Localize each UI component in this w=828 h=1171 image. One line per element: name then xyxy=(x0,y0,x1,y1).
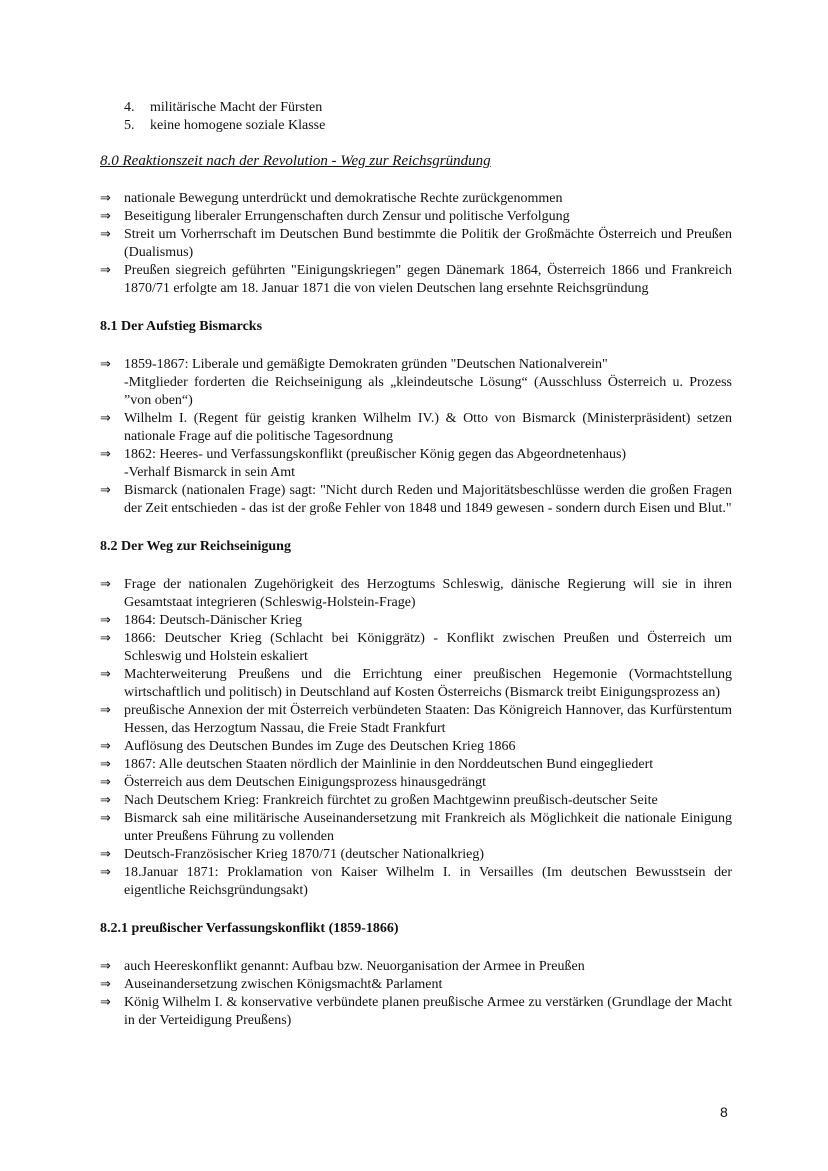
list-item-main-text: 1864: Deutsch-Dänischer Krieg xyxy=(124,613,303,628)
list-item-text xyxy=(124,864,732,900)
arrow-bullet-icon: ⇒ xyxy=(100,613,111,628)
arrow-bullet-icon: ⇒ xyxy=(100,209,111,224)
list-item xyxy=(100,356,732,410)
list-item-main-text: Nach Deutschem Krieg: Frankreich fürchtet zu großen Machtgewinn preußisch-deutscher Seite xyxy=(124,793,658,808)
list-item xyxy=(100,864,732,900)
list-item xyxy=(100,958,732,976)
list-item-main-text: Bismarck sah eine militärische Auseinandersetzung mit Frankreich als Möglichkeit die nationale Einigung unter Preußens Führung zu vollenden xyxy=(124,811,732,844)
list-number: 4. xyxy=(124,100,135,115)
arrow-bullet-icon: ⇒ xyxy=(100,865,111,880)
list-item xyxy=(100,612,732,630)
list-item xyxy=(100,630,732,666)
arrow-list-8-2 xyxy=(100,576,732,900)
list-item-text xyxy=(124,994,732,1030)
list-item-main-text: nationale Bewegung unterdrückt und demokratische Rechte zurückgenommen xyxy=(124,191,563,206)
list-item-subtext: -Verhalf Bismarck in sein Amt xyxy=(124,465,296,480)
arrow-bullet-icon: ⇒ xyxy=(100,631,111,646)
list-item-main-text: Auseinandersetzung zwischen Königsmacht& Parlament xyxy=(124,977,443,992)
list-item-text xyxy=(124,666,732,702)
arrow-bullet-icon: ⇒ xyxy=(100,577,111,592)
section-heading-8-2-1: 8.2.1 preußischer Verfassungskonflikt (1859-1866) xyxy=(100,921,399,936)
list-item-main-text: Frage der nationalen Zugehörigkeit des Herzogtums Schleswig, dänische Regierung will sie in ihren Gesamtstaat integrieren (Schleswig-Holstein-Frage) xyxy=(124,577,732,610)
list-item xyxy=(100,190,732,208)
list-item-text xyxy=(124,356,732,410)
list-item-main-text: Machterweiterung Preußens und die Errichtung einer preußischen Hegemonie (Vormachtstellung wirtschaftlich und politisch) in Deutschland auf Kosten Österreichs (Bismarck treibt Einigungsprozess an) xyxy=(124,667,732,700)
list-item-main-text: auch Heereskonflikt genannt: Aufbau bzw. Neuorganisation der Armee in Preußen xyxy=(124,959,585,974)
list-item xyxy=(100,262,732,298)
list-item-text xyxy=(124,958,732,976)
list-item xyxy=(100,810,732,846)
arrow-bullet-icon: ⇒ xyxy=(100,811,111,826)
list-item xyxy=(100,576,732,612)
list-item-main-text: 1859-1867: Liberale und gemäßigte Demokraten gründen "Deutschen Nationalverein" xyxy=(124,357,608,372)
arrow-bullet-icon: ⇒ xyxy=(100,483,111,498)
list-item-main-text: Preußen siegreich geführten "Einigungskriegen" gegen Dänemark 1864, Österreich 1866 und Frankreich 1870/71 erfolgte am 18. Januar 1871 die von vielen Deutschen lang ersehnte Reichsgründung xyxy=(124,263,732,296)
list-item-text xyxy=(124,976,732,994)
list-item-text xyxy=(124,774,732,792)
arrow-list-8-1 xyxy=(100,356,732,518)
list-item-subtext: -Mitglieder forderten die Reichseinigung als „kleindeutsche Lösung“ (Ausschluss Österreich u. Prozess ”von oben“) xyxy=(124,375,732,408)
list-item xyxy=(100,846,732,864)
arrow-bullet-icon: ⇒ xyxy=(100,995,111,1010)
list-item xyxy=(100,792,732,810)
list-item-text xyxy=(124,410,732,446)
list-item xyxy=(100,756,732,774)
list-item-text xyxy=(124,630,732,666)
list-item xyxy=(100,226,732,262)
arrow-bullet-icon: ⇒ xyxy=(100,191,111,206)
list-item-main-text: preußische Annexion der mit Österreich verbündeten Staaten: Das Königreich Hannover, das Kurfürstentum Hessen, das Herzogtum Nassau, die Freie Stadt Frankfurt xyxy=(124,703,732,736)
list-item-main-text: 1867: Alle deutschen Staaten nördlich der Mainlinie in den Norddeutschen Bund eingegliedert xyxy=(124,757,654,772)
section-heading-8-0: 8.0 Reaktionszeit nach der Revolution - Weg zur Reichsgründung xyxy=(100,153,491,169)
list-item-text: militärische Macht der Fürsten xyxy=(150,100,323,115)
list-item-text xyxy=(124,612,732,630)
list-item-main-text: Österreich aus dem Deutschen Einigungsprozess hinausgedrängt xyxy=(124,775,486,790)
arrow-bullet-icon: ⇒ xyxy=(100,357,111,372)
arrow-bullet-icon: ⇒ xyxy=(100,959,111,974)
arrow-bullet-icon: ⇒ xyxy=(100,227,111,242)
arrow-bullet-icon: ⇒ xyxy=(100,703,111,718)
arrow-bullet-icon: ⇒ xyxy=(100,411,111,426)
list-item xyxy=(100,994,732,1030)
section-heading-8-2: 8.2 Der Weg zur Reichseinigung xyxy=(100,539,291,554)
list-item xyxy=(100,702,732,738)
list-item-text xyxy=(124,756,732,774)
list-item-text xyxy=(124,446,732,482)
list-item-text xyxy=(124,226,732,262)
list-item-main-text: Bismarck (nationalen Frage) sagt: "Nicht durch Reden und Majoritätsbeschlüsse werden die großen Fragen der Zeit entschieden - das ist der große Fehler von 1848 und 1849 gewesen - sondern durch Eisen und Blut." xyxy=(124,483,732,516)
arrow-bullet-icon: ⇒ xyxy=(100,263,111,278)
list-item xyxy=(100,976,732,994)
list-item xyxy=(100,666,732,702)
list-item-text xyxy=(124,208,732,226)
list-item-main-text: Deutsch-Französischer Krieg 1870/71 (deutscher Nationalkrieg) xyxy=(124,847,484,862)
numbered-list-item xyxy=(124,99,732,117)
arrow-bullet-icon: ⇒ xyxy=(100,793,111,808)
list-item-text xyxy=(124,576,732,612)
arrow-bullet-icon: ⇒ xyxy=(100,757,111,772)
list-item-main-text: Beseitigung liberaler Errungenschaften durch Zensur und politische Verfolgung xyxy=(124,209,570,224)
list-item-text xyxy=(124,738,732,756)
page-content xyxy=(100,99,732,1030)
list-item xyxy=(100,482,732,518)
arrow-bullet-icon: ⇒ xyxy=(100,847,111,862)
list-item-text xyxy=(124,846,732,864)
arrow-bullet-icon: ⇒ xyxy=(100,447,111,462)
list-item-text xyxy=(124,792,732,810)
list-item-main-text: Streit um Vorherrschaft im Deutschen Bund bestimmte die Politik der Großmächte Österreich und Preußen (Dualismus) xyxy=(124,227,732,260)
arrow-bullet-icon: ⇒ xyxy=(100,775,111,790)
list-item-main-text: 1866: Deutscher Krieg (Schlacht bei Königgrätz) - Konflikt zwischen Preußen und Österreich um Schleswig und Holstein eskaliert xyxy=(124,631,732,664)
list-item xyxy=(100,410,732,446)
arrow-list-8-2-1 xyxy=(100,958,732,1030)
list-item-text xyxy=(124,702,732,738)
arrow-bullet-icon: ⇒ xyxy=(100,739,111,754)
numbered-list-item xyxy=(124,117,732,135)
page-number: 8 xyxy=(720,1104,728,1120)
arrow-bullet-icon: ⇒ xyxy=(100,667,111,682)
list-item xyxy=(100,208,732,226)
arrow-bullet-icon: ⇒ xyxy=(100,977,111,992)
list-number: 5. xyxy=(124,118,135,133)
arrow-list-8-0 xyxy=(100,190,732,298)
list-item-text xyxy=(124,810,732,846)
list-item-main-text: Auflösung des Deutschen Bundes im Zuge des Deutschen Krieg 1866 xyxy=(124,739,516,754)
list-item xyxy=(100,774,732,792)
list-item-main-text: König Wilhelm I. & konservative verbündete planen preußische Armee zu verstärken (Grundlage der Macht in der Verteidigung Preußens) xyxy=(124,995,732,1028)
section-heading-8-1: 8.1 Der Aufstieg Bismarcks xyxy=(100,319,263,334)
list-item xyxy=(100,446,732,482)
numbered-list xyxy=(124,99,732,135)
list-item-text xyxy=(124,262,732,298)
list-item-main-text: 1862: Heeres- und Verfassungskonflikt (preußischer König gegen das Abgeordnetenhaus) xyxy=(124,447,627,462)
list-item-main-text: Wilhelm I. (Regent für geistig kranken Wilhelm IV.) & Otto von Bismarck (Ministerpräsident) setzen nationale Frage auf die politische Tagesordnung xyxy=(124,411,732,444)
list-item xyxy=(100,738,732,756)
list-item-text: keine homogene soziale Klasse xyxy=(150,118,326,133)
list-item-main-text: 18.Januar 1871: Proklamation von Kaiser Wilhelm I. in Versailles (Im deutschen Bewusstsein der eigentliche Reichsgründungsakt) xyxy=(124,865,732,898)
list-item-text xyxy=(124,482,732,518)
list-item-text xyxy=(124,190,732,208)
